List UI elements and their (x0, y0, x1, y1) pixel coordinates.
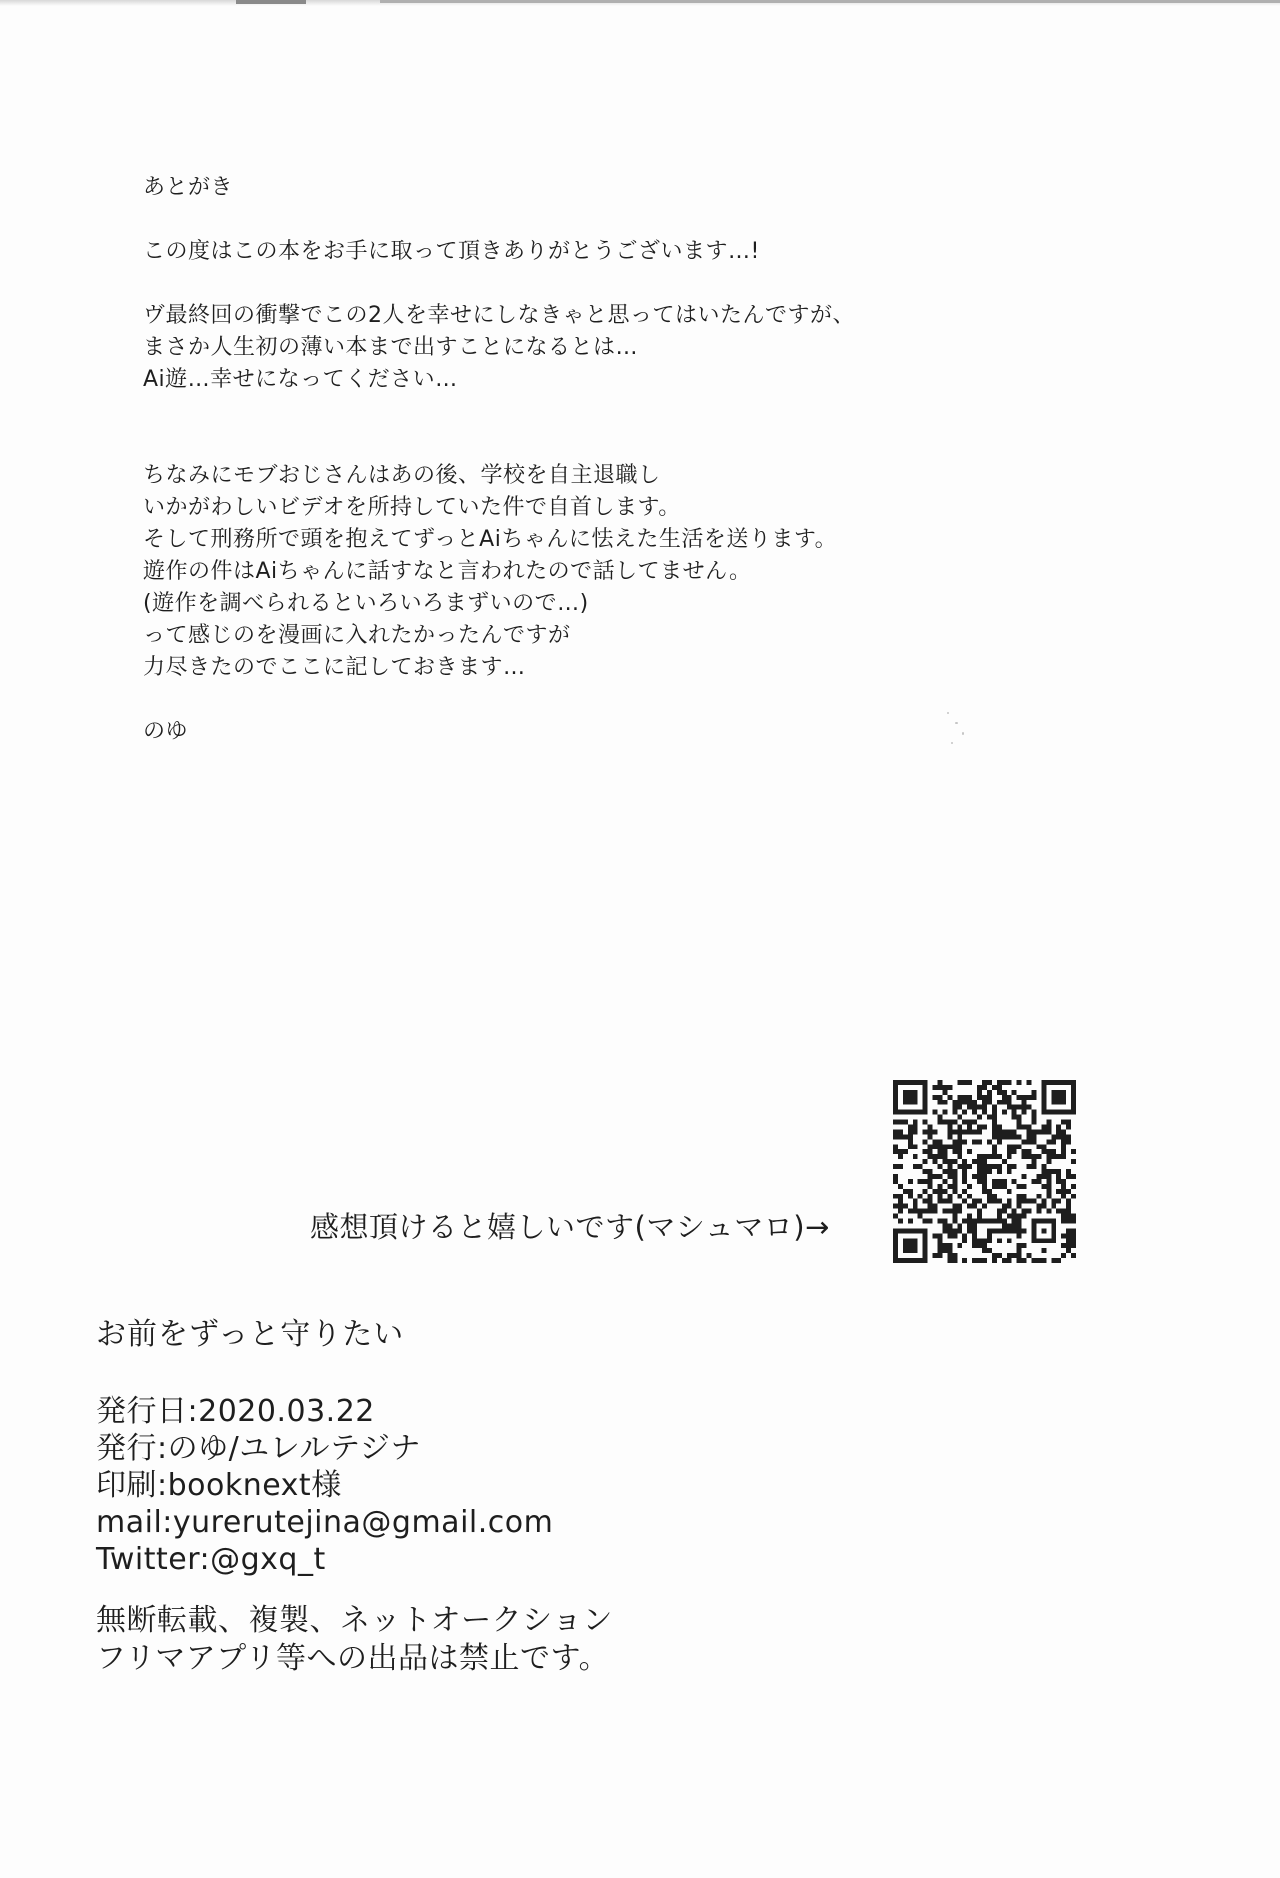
publisher: 発行:のゆ/ユレルテジナ (96, 1431, 421, 1466)
afterword-line: 力尽きたのでここに記しておきます… (143, 655, 526, 680)
notice-line: 無断転載、複製、ネットオークション (96, 1603, 613, 1638)
afterword-line: (遊作を調べられるといろいろまずいので…) (143, 591, 589, 616)
notice-line: フリマアプリ等への出品は禁止です。 (96, 1641, 610, 1676)
afterword-signature: のゆ (143, 719, 189, 744)
afterword-paragraph-1 (143, 300, 1143, 396)
issue-date: 発行日:2020.03.22 (96, 1394, 375, 1429)
copyright-notice (96, 1602, 996, 1678)
scan-dust (962, 732, 964, 735)
colophon (96, 1315, 996, 1678)
feedback-caption: 感想頂けると嬉しいです(マシュマロ)→ (310, 1210, 830, 1244)
contact-mail: mail:yurerutejina@gmail.com (96, 1505, 554, 1540)
afterword-section (143, 172, 1143, 748)
twitter-handle: Twitter:@gxq_t (96, 1542, 326, 1577)
book-title: お前をずっと守りたい (96, 1317, 405, 1352)
afterword-heading: あとがき (143, 175, 234, 200)
scan-mark (380, 0, 1280, 3)
afterword-line: Ai遊…幸せになってください… (143, 367, 458, 392)
qr-finder-bottom-left (893, 1228, 928, 1263)
printer: 印刷:booknext様 (96, 1468, 342, 1503)
scan-mark (236, 0, 306, 4)
qr-finder-top-left (893, 1080, 928, 1115)
scan-dust (955, 722, 958, 724)
scan-dust (947, 712, 949, 714)
afterword-line: ちなみにモブおじさんはあの後、学校を自主退職し (143, 463, 661, 488)
qr-code-icon[interactable] (893, 1080, 1076, 1263)
afterword-line: まさか人生初の薄い本まで出すことになるとは… (143, 335, 639, 360)
afterword-line: 遊作の件はAiちゃんに話すなと言われたので話してません。 (143, 559, 752, 584)
afterword-line: って感じのを漫画に入れたかったんですが (143, 623, 571, 648)
afterword-line: そして刑務所で頭を抱えてずっとAiちゃんに怯えた生活を送ります。 (143, 527, 838, 552)
scan-dust (951, 742, 953, 744)
afterword-line: ヴ最終回の衝撃でこの2人を幸せにしなきゃと思ってはいたんですが、 (143, 303, 855, 328)
qr-alignment (1031, 1218, 1056, 1243)
afterword-paragraph-2 (143, 460, 1143, 684)
afterword-line: いかがわしいビデオを所持していた件で自首します。 (143, 495, 681, 520)
afterword-thanks: この度はこの本をお手に取って頂きありがとうございます…! (143, 239, 760, 264)
qr-finder-top-right (1041, 1080, 1076, 1115)
